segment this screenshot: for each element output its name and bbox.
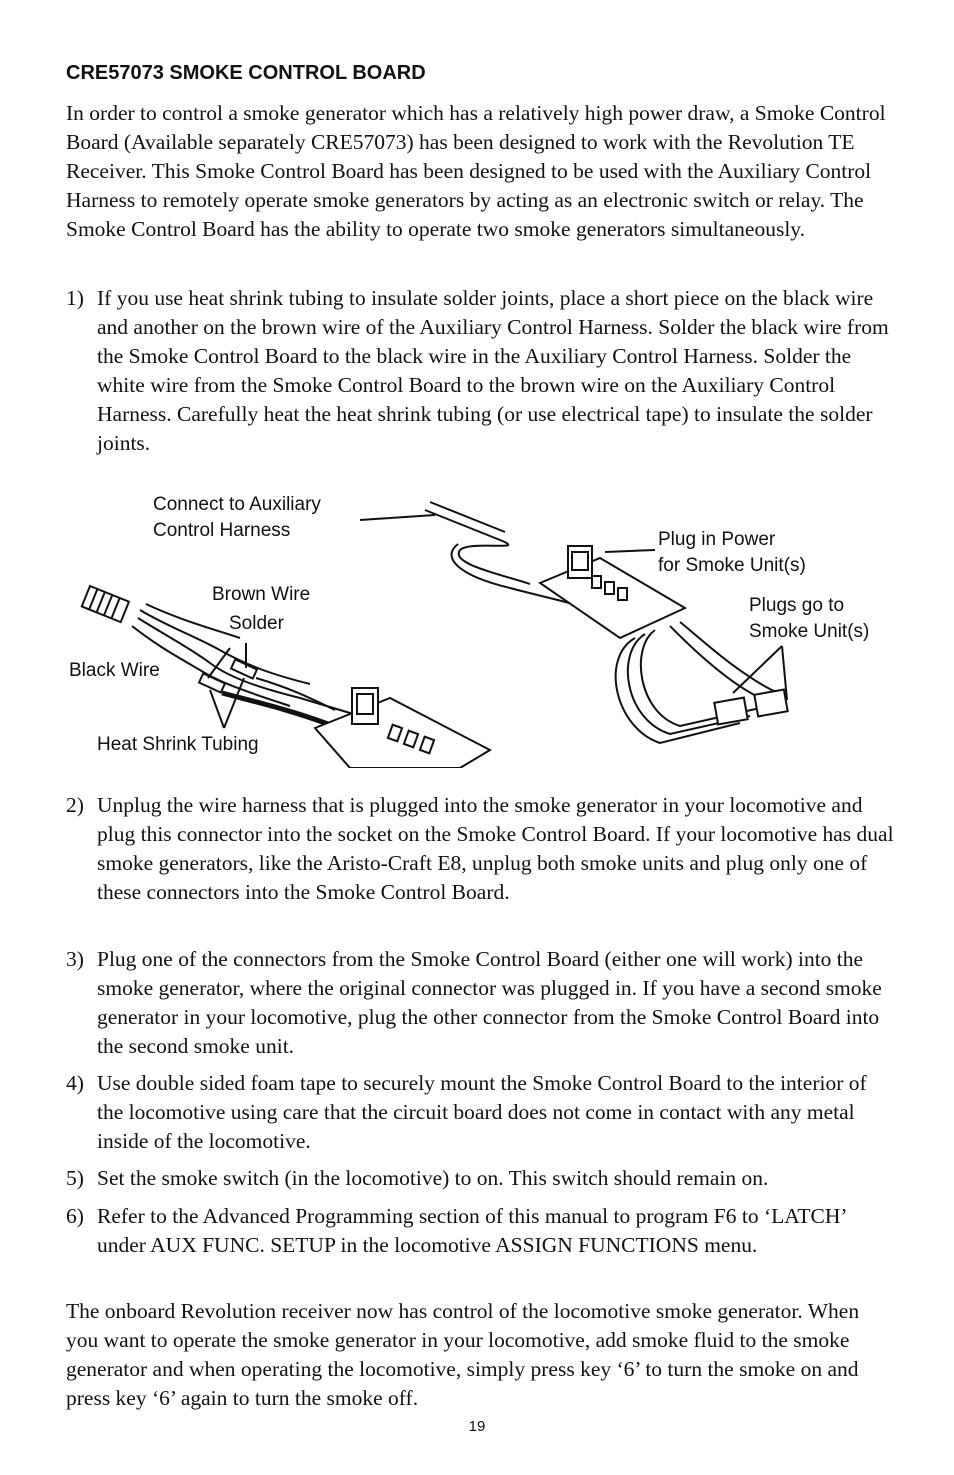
step-number: 5) [66,1166,84,1190]
step-6 [66,1202,896,1260]
step-1 [66,284,896,457]
harness-connector [82,586,129,622]
step-number: 2) [66,793,84,817]
step-text: Use double sided foam tape to securely mount the Smoke Control Board to the interior of the locomotive using care that the circuit board does not come in contact with any metal inside of the locomotive. [97,1071,867,1153]
step-number: 6) [66,1204,84,1228]
step-number: 4) [66,1071,84,1095]
label-plug-power: Plug in Power for Smoke Unit(s) [658,529,806,576]
step-text: Set the smoke switch (in the locomotive) to on. This switch should remain on. [97,1166,769,1190]
section-heading: CRE57073 SMOKE CONTROL BOARD [66,62,426,84]
label-brown-wire: Brown Wire [212,584,311,605]
step-number: 1) [66,286,84,310]
step-2 [66,791,896,907]
step-5 [66,1164,896,1193]
page-number: 19 [468,1418,486,1435]
step-text: Refer to the Advanced Programming section of this manual to program F6 to ‘LATCH’ under AUX FUNC. SETUP in the locomotive ASSIGN FUNCTIONS menu. [97,1204,846,1257]
outro-paragraph: The onboard Revolution receiver now has control of the locomotive smoke generator. When you want to operate the smoke generator in your locomotive, add smoke fluid to the smoke generator and when operating the locomotive, simply press key ‘6’ to turn the smoke on and press key ‘6’ again to turn the smoke off. [66,1299,860,1410]
step-number: 3) [66,947,84,971]
label-black-wire: Black Wire [69,660,160,681]
intro-paragraph: In order to control a smoke generator which has a relatively high power draw, a Smoke Control Board (Available separately CRE57073) has been designed to work with the Revolution TE Receiver. This Smoke Control Board has been designed to be used with the Auxiliary Control Harness to remotely operate smoke generators by acting as an electronic switch or relay. The Smoke Control Board has the ability to operate two smoke generators simultaneously. [66,101,886,241]
label-heat-shrink: Heat Shrink Tubing [97,734,259,755]
step-4 [66,1069,896,1156]
step-text: If you use heat shrink tubing to insulate solder joints, place a short piece on the black wire and another on the brown wire of the Auxiliary Control Harness. Solder the black wire from the Smoke Control Board to the black wire in the Auxiliary Control Harness. Solder the white wire from the Smoke Control Board to the brown wire on the Auxiliary Control Harness. Carefully heat the heat shrink tubing (or use electrical tape) to insulate the solder joints. [97,286,889,455]
wiring-diagram [60,488,900,768]
step-text: Plug one of the connectors from the Smoke Control Board (either one will work) into the smoke generator, where the original connector was plugged in. If you have a second smoke generator in your locomotive, plug the other connector from the Smoke Control Board into the second smoke unit. [97,947,882,1058]
step-text: Unplug the wire harness that is plugged into the smoke generator in your locomotive and plug this connector into the socket on the Smoke Control Board. If your locomotive has dual smoke generators, like the Aristo-Craft E8, unplug both smoke units and plug only one of these connectors into the Smoke Control Board. [97,793,894,904]
label-connect-aux: Connect to Auxiliary Control Harness [153,494,321,541]
label-solder: Solder [229,613,284,634]
step-3 [66,945,896,1061]
label-plugs-go: Plugs go to Smoke Unit(s) [749,595,870,642]
